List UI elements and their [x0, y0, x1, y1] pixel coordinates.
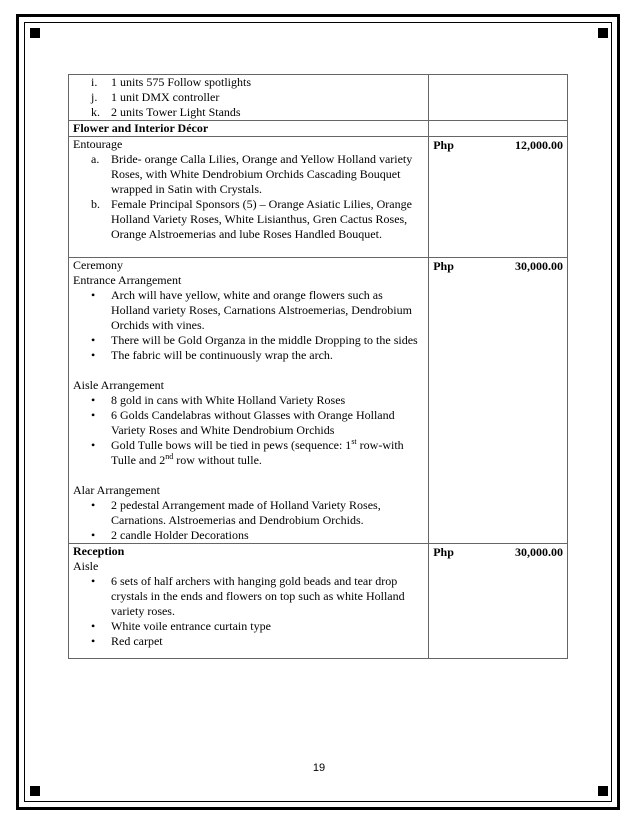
entrance-list: [73, 288, 424, 363]
list-item: b. Female Principal Sponsors (5) – Orange Asiatic Lilies, Orange Holland Variety Roses, White Lisianthus, Gren Cactus Roses, Orange Alstroemerias and lube Roses Handled Bouquet.: [91, 197, 412, 241]
corner-ornament: [598, 786, 608, 796]
entourage-cell: [69, 137, 429, 258]
table-row: [69, 75, 568, 121]
lighting-list: [73, 75, 424, 120]
list-item: k. 2 units Tower Light Stands: [91, 105, 241, 119]
alar-list: [73, 498, 424, 543]
reception-list: [73, 574, 424, 649]
entourage-list: [73, 152, 424, 242]
lighting-list-cell: [69, 75, 429, 121]
list-item: i. 1 units 575 Follow spotlights: [91, 75, 252, 89]
table-row: [69, 258, 568, 544]
price-amount: 12,000.00: [515, 138, 563, 152]
entourage-title: Entourage: [73, 137, 123, 151]
page-number: 19: [312, 762, 326, 774]
corner-ornament: [30, 786, 40, 796]
price-amount: 30,000.00: [515, 545, 563, 559]
corner-ornament: [598, 28, 608, 38]
currency-label: Php: [433, 259, 454, 273]
list-item: • Arch will have yellow, white and orange flowers such as Holland variety Roses, Carnations Alstroemerias, Dendrobium Orchids with vines.: [111, 288, 424, 333]
list-item: j. 1 unit DMX controller: [91, 90, 220, 104]
list-item: • 6 sets of half archers with hanging gold beads and tear drop crystals in the ends and flowers on top such as white Holland variety roses.: [111, 574, 424, 619]
list-item: • 2 candle Holder Decorations: [111, 528, 424, 543]
table-row: [69, 544, 568, 659]
reception-aisle-title: Aisle: [73, 559, 99, 573]
aisle-arrangement-title: Aisle Arrangement: [73, 378, 164, 392]
reception-price-cell: [429, 544, 568, 659]
list-item: • 6 Golds Candelabras without Glasses with Orange Holland Variety Roses and White Dendrobium Orchids: [111, 408, 424, 438]
section-title: Flower and Interior Décor: [69, 121, 429, 137]
aisle-list: [73, 393, 424, 468]
currency-label: Php: [433, 138, 454, 152]
ceremony-cell: [69, 258, 429, 544]
table-row: [69, 121, 568, 137]
list-item: a. Bride- orange Calla Lilies, Orange and Yellow Holland variety Roses, with White Dendrobium Orchids Cascading Bouquet wrapped in Satin with Crystals.: [91, 152, 413, 196]
list-item: • Gold Tulle bows will be tied in pews (sequence: 1st row-with Tulle and 2nd row without tulle.: [111, 438, 424, 468]
entourage-price-cell: [429, 137, 568, 258]
ceremony-title: Ceremony: [73, 258, 123, 272]
list-item: • Red carpet: [111, 634, 424, 649]
list-item: • 2 pedestal Arrangement made of Holland Variety Roses, Carnations. Alstroemerias and Dendrobium Orchids.: [111, 498, 424, 528]
currency-label: Php: [433, 545, 454, 559]
decor-price-table: [68, 74, 568, 659]
table-row: [69, 137, 568, 258]
ceremony-price-cell: [429, 258, 568, 544]
empty-price-cell: [429, 75, 568, 121]
corner-ornament: [30, 28, 40, 38]
reception-cell: [69, 544, 429, 659]
list-item: • White voile entrance curtain type: [111, 619, 424, 634]
list-item: • The fabric will be continuously wrap the arch.: [111, 348, 424, 363]
reception-title: Reception: [73, 544, 125, 558]
empty-price-cell: [429, 121, 568, 137]
list-item: • There will be Gold Organza in the middle Dropping to the sides: [111, 333, 424, 348]
alar-arrangement-title: Alar Arrangement: [73, 483, 160, 497]
entrance-arrangement-title: Entrance Arrangement: [73, 273, 182, 287]
price-amount: 30,000.00: [515, 259, 563, 273]
list-item: • 8 gold in cans with White Holland Variety Roses: [111, 393, 424, 408]
